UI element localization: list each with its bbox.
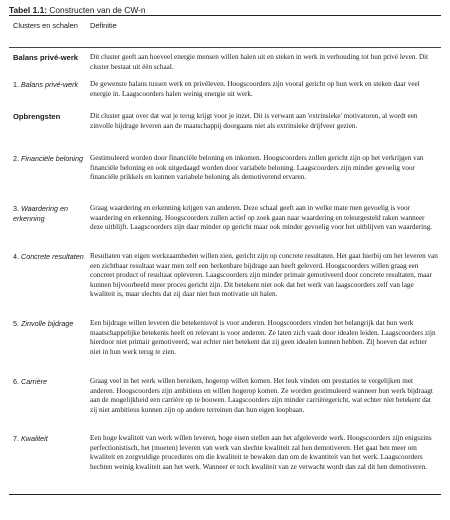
- row-scale-name: 5. Zinvolle bijdrage: [13, 319, 74, 328]
- row-definition: Een bijdrage willen leveren die betekenisvol is voor anderen. Hoogscoorders vinden het belangrijk dat hun werk maatschappelijke betekenis heeft en relevant is voor anderen. Ze laten zich vaak door idealen leiden. Laagscoorders zijn hierdoor niet primair gemotiveerd, wat echter niet betekent dat zij geen idealen kunnen hebben. Zij hoeven dat echter niet in hun werk terug te zien.: [90, 319, 436, 356]
- table-row: [9, 317, 441, 375]
- table-row: [9, 48, 441, 76]
- table-row: [9, 202, 441, 250]
- row-definition: Een hoge kwaliteit van werk willen leveren, hoge eisen stellen aan het afgeleverde werk. Hoogscoorders zijn enigszins perfectionistisch, het (moeten) leveren van werk van slechte kwaliteit zal hen demotiveren. Het gaat hen meer om kwaliteit en zorgvuldige procedures om die kwaliteit te bewaken dan om de kwantiteit van het werk. Laagscoorders hechten weinig kwaliteit aan het werk. Wanneer er toch kwaliteit van ze verwacht wordt dan zal dit hen demotiveren.: [90, 434, 432, 471]
- row-definition: Dit cluster geeft aan hoeveel energie mensen willen halen uit en steken in werk in verhouding tot hun privé leven. Dit cluster bestaat uit één schaal.: [90, 53, 429, 71]
- document-page: [9, 0, 441, 520]
- table-row: [9, 250, 441, 317]
- table-row: [9, 150, 441, 202]
- row-definition: Resultaten van eigen werkzaamheden willen zien, gericht zijn op concrete resultaten. Het gaat hierbij om het leveren van een zichtbaar resultaat waar men zelf een herkenbare bijdrage aan heeft geleverd. Hoogscoorders willen graag een concreet product of resultaat opleveren. Laagscoorders zijn minder primair gemotiveerd door concrete resultaten, maar kunnen bijvoorbeeld meer proces gericht zijn. Dit betekent niet ook dat het werk van laagscoorders zelf van lage kwaliteit is, maar slechts dat zij daar niet hun motivatie uit halen.: [90, 252, 438, 298]
- row-definition: Graag veel in het werk willen bereiken, hogerop willen komen. Het leuk vinden om prestaties te vergelijken met anderen. Hoogscoorders zijn ambitieus en willen hogerop komen. Ze worden gestimuleerd wanneer hun werk bijdraagt aan de mogelijkheid een carrière op te bouwen. Laagscoorders zijn minder carrièregericht, wat echter niet betekent dat zij niet ambitieus kunnen zijn op andere terreinen dan hun eigen loopbaan.: [90, 377, 433, 414]
- table-body: [9, 48, 441, 494]
- table-row: [9, 111, 441, 150]
- row-scale-name: 7. Kwaliteit: [13, 434, 48, 443]
- row-scale-name: 2. Financiële beloning: [13, 154, 83, 163]
- row-scale-name: Balans privé-werk: [13, 53, 78, 62]
- table-caption: [9, 0, 441, 14]
- row-definition: De gewenste balans tussen werk en privéleven. Hoogscoorders zijn vooral gericht op hun werk en steken daar veel energie in. Laagscoorders halen weinig energie uit werk.: [90, 80, 420, 98]
- table-row: [9, 375, 441, 432]
- header-definitie: Definitie: [90, 21, 117, 30]
- table-header: [9, 16, 441, 47]
- row-definition: Gestimuleerd worden door financiële beloning en inkomen. Hoogscoorders zullen gericht zijn op het verkrijgen van financiële beloning en ook uitgedaagd worden door variabele beloning. Laagscoorders zijn minder gevoelig voor financiële prikkels en kunnen variabele beloning als demotiverend ervaren.: [90, 154, 424, 181]
- row-scale-name: 4. Concrete resultaten: [13, 252, 84, 261]
- table-row: [9, 76, 441, 111]
- row-scale-name: Opbrengsten: [13, 112, 61, 121]
- header-clusters: Clusters en schalen: [13, 21, 78, 30]
- caption-label: Tabel 1.1:: [9, 5, 48, 15]
- row-definition: Dit cluster gaat over dat wat je terug krijgt voor je inzet. Dit is verwant aan 'extrinsieke' motivatoren, al wordt een zinvolle bijdrage leveren aan de maatschappij doorgaans niet als extrinsieke drijfveer gezien.: [90, 112, 418, 130]
- row-scale-name: 1. Balans privé-werk: [13, 80, 79, 89]
- table-bottom-rule: [9, 494, 441, 495]
- table-row: [9, 432, 441, 494]
- row-scale-name: 6. Carrière: [13, 377, 47, 386]
- row-scale-name: 3. Waardering en erkenning: [13, 204, 69, 223]
- caption-title: Constructen van de CW-n: [47, 5, 146, 15]
- row-definition: Graag waardering en erkenning krijgen van anderen. Deze schaal geeft aan in welke mate men gevoelig is voor waardering en erkenning. Hoogscoorders zullen actief op zoek gaan naar waardering en teleurgesteld raken wanneer deze uitblijft. Laagscoorders zijn daar minder op gericht maar ook minder gevoelig voor het uitblijven van waardering.: [90, 204, 433, 231]
